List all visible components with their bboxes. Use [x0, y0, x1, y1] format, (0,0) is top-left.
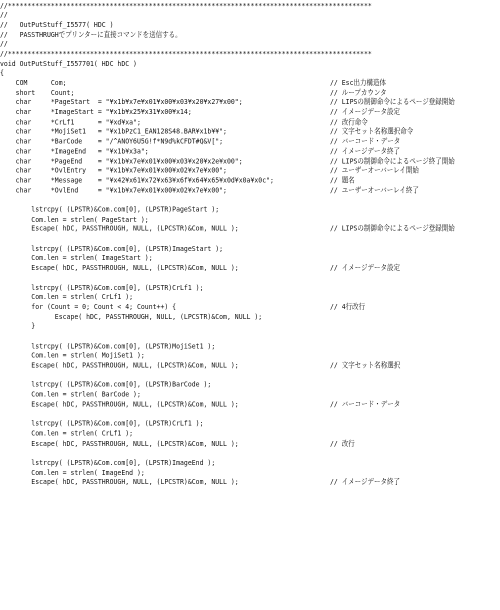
code-text: lstrcpy( (LPSTR)&Com.com[0], (LPSTR)BarCode );: [0, 380, 212, 390]
code-text: Escape( hDC, PASSTHROUGH, NULL, (LPCSTR)&Com, NULL );: [0, 399, 239, 409]
code-line: [0, 176, 274, 185]
code-text: Com.len = strlen( MojiSet1 );: [0, 350, 145, 360]
code-comment: // 改行: [330, 438, 355, 448]
code-line: [0, 458, 215, 467]
code-text: char *OvlEntry = "¥x1b¥x7e¥x01¥x00¥x02¥x7e¥x00";: [0, 166, 227, 175]
code-text: char *OvlEnd = "¥x1b¥x7e¥x01¥x00¥x02¥x7e¥x00";: [0, 185, 227, 195]
code-text: //: [0, 10, 8, 20]
code-line: [0, 98, 243, 107]
code-text: lstrcpy( (LPSTR)&Com.com[0], (LPSTR)CrLf1 );: [0, 419, 204, 429]
code-line: [0, 49, 372, 58]
code-text: {: [0, 68, 4, 78]
code-text: Com.len = strlen( BarCode );: [0, 389, 141, 399]
code-comment: // バーコード・データ: [330, 399, 401, 409]
code-line: [0, 215, 149, 224]
code-line: [0, 205, 219, 214]
code-line: [0, 1, 372, 10]
code-text: Escape( hDC, PASSTHROUGH, NULL, (LPCSTR)&Com, NULL );: [0, 360, 239, 370]
code-line: [0, 108, 192, 117]
code-text: lstrcpy( (LPSTR)&Com.com[0], (LPSTR)CrLf1 );: [0, 282, 204, 292]
code-comment: // 文字セット名称選択: [330, 360, 401, 370]
code-text: char *PageEnd = "¥x1b¥x7e¥x01¥x00¥x03¥x20¥x2e¥x00";: [0, 156, 243, 166]
code-text: }: [0, 321, 36, 331]
code-comment: // 改行命令: [330, 117, 368, 127]
code-comment: // 題名: [330, 175, 355, 185]
code-line: [0, 283, 204, 292]
code-line: [0, 312, 262, 321]
code-text: lstrcpy( (LPSTR)&Com.com[0], (LPSTR)ImageStart );: [0, 243, 224, 253]
code-comment: // 4行改行: [330, 302, 366, 312]
code-comment: // イメージデータ設定: [330, 107, 401, 117]
code-line: [0, 390, 141, 399]
code-text: //*********************************************************************************************: [0, 0, 372, 10]
code-line: [0, 156, 243, 165]
code-text: // OutPutStuff_I5577( HDC ): [0, 20, 114, 29]
code-line: [0, 477, 239, 486]
code-line: [0, 127, 227, 136]
code-text: Escape( hDC, PASSTHROUGH, NULL, (LPCSTR)&Com, NULL );: [0, 224, 239, 234]
code-text: char *ImageStart = "¥x1b¥x25¥x31¥x00¥x14;: [0, 107, 192, 117]
code-comment: // ユーザーオーバーレイ開始: [330, 166, 419, 175]
code-line: [0, 419, 204, 428]
code-line: [0, 400, 239, 409]
code-line: [0, 322, 35, 331]
code-line: [0, 78, 67, 87]
code-line: [0, 244, 223, 253]
code-text: Escape( hDC, PASSTHROUGH, NULL, (LPCSTR)&Com, NULL );: [0, 312, 263, 321]
code-text: void OutPutStuff_I557701( HDC hDC ): [0, 58, 137, 68]
code-comment: // ループカウンタ: [330, 88, 387, 98]
code-text: Com.len = strlen( ImageStart );: [0, 253, 153, 263]
code-line: [0, 69, 4, 78]
code-line: [0, 224, 239, 233]
code-line: [0, 429, 133, 438]
code-line: [0, 147, 149, 156]
code-comment: // LIPSの制御命令によるページ登録開始: [330, 224, 455, 234]
code-line: [0, 39, 8, 48]
code-comment: // 文字セット名称選択命令: [330, 127, 414, 137]
code-line: [0, 20, 114, 29]
code-text: for (Count = 0; Count < 4; Count++) {: [0, 302, 177, 312]
code-line: [0, 59, 137, 68]
code-line: [0, 380, 211, 389]
code-text: Com.len = strlen( CrLf1 );: [0, 292, 134, 302]
code-line: [0, 10, 8, 19]
code-comment: // イメージデータ終了: [330, 477, 401, 487]
code-text: Com.len = strlen( ImageEnd );: [0, 467, 145, 477]
code-line: [0, 341, 215, 350]
code-line: [0, 293, 133, 302]
code-text: Escape( hDC, PASSTHROUGH, NULL, (LPCSTR)&Com, NULL );: [0, 438, 239, 448]
code-comment: // LIPSの制御命令によるページ登録開始: [330, 97, 455, 107]
code-text: //: [0, 39, 8, 49]
code-line: [0, 468, 145, 477]
code-comment: // Esc出力構造体: [330, 78, 386, 88]
code-text: Com.len = strlen( PageStart );: [0, 214, 149, 224]
code-text: COM Com;: [0, 78, 67, 88]
code-text: lstrcpy( (LPSTR)&Com.com[0], (LPSTR)ImageEnd );: [0, 457, 216, 467]
code-text: char *MojiSet1 = "¥x1bPzC1_EAN128S48.BAR¥x1b¥¥";: [0, 127, 227, 137]
code-text: short Count;: [0, 88, 75, 98]
code-text: char *BarCode = "/^ANOY6U5G!f*N9d%kCFDT#Q&V[";: [0, 136, 224, 146]
code-text: //*********************************************************************************************: [0, 49, 372, 59]
code-text: char *CrLf1 = "¥xd¥xa";: [0, 117, 141, 127]
code-text: Escape( hDC, PASSTHROUGH, NULL, (LPCSTR)&Com, NULL );: [0, 477, 239, 487]
code-line: [0, 439, 239, 448]
code-line: [0, 254, 153, 263]
code-line: [0, 351, 145, 360]
code-line: [0, 166, 227, 175]
code-text: // PASSTHRUGHでプリンターに直接コマンドを送信する。: [0, 29, 182, 39]
code-comment: // LIPSの制御命令によるページ終了開始: [330, 156, 455, 166]
code-line: [0, 30, 182, 39]
code-text: lstrcpy( (LPSTR)&Com.com[0], (LPSTR)PageStart );: [0, 204, 220, 214]
code-text: Com.len = strlen( CrLf1 );: [0, 428, 134, 438]
code-line: [0, 263, 239, 272]
code-comment: // バーコード・データ: [330, 136, 401, 146]
code-text: Escape( hDC, PASSTHROUGH, NULL, (LPCSTR)&Com, NULL );: [0, 263, 239, 273]
code-line: [0, 117, 141, 126]
code-text: char *ImageEnd = "¥x1b¥x3a";: [0, 146, 149, 156]
code-text: lstrcpy( (LPSTR)&Com.com[0], (LPSTR)MojiSet1 );: [0, 341, 216, 351]
code-text: char *Message = "¥x42¥x61¥x72¥x63¥x6f¥x64¥x65¥x0d¥x0a¥x0c";: [0, 175, 274, 185]
code-line: [0, 137, 223, 146]
code-text: char *PageStart = "¥x1b¥x7e¥x01¥x00¥x03¥x20¥x27¥x00";: [0, 97, 243, 107]
code-line: [0, 88, 74, 97]
code-comment: // イメージデータ設定: [330, 263, 401, 273]
code-comment: // ユーザーオーバーレイ終了: [330, 185, 419, 195]
code-line: [0, 302, 176, 311]
code-line: [0, 361, 239, 370]
code-comment: // イメージデータ終了: [330, 146, 401, 156]
code-line: [0, 185, 227, 194]
